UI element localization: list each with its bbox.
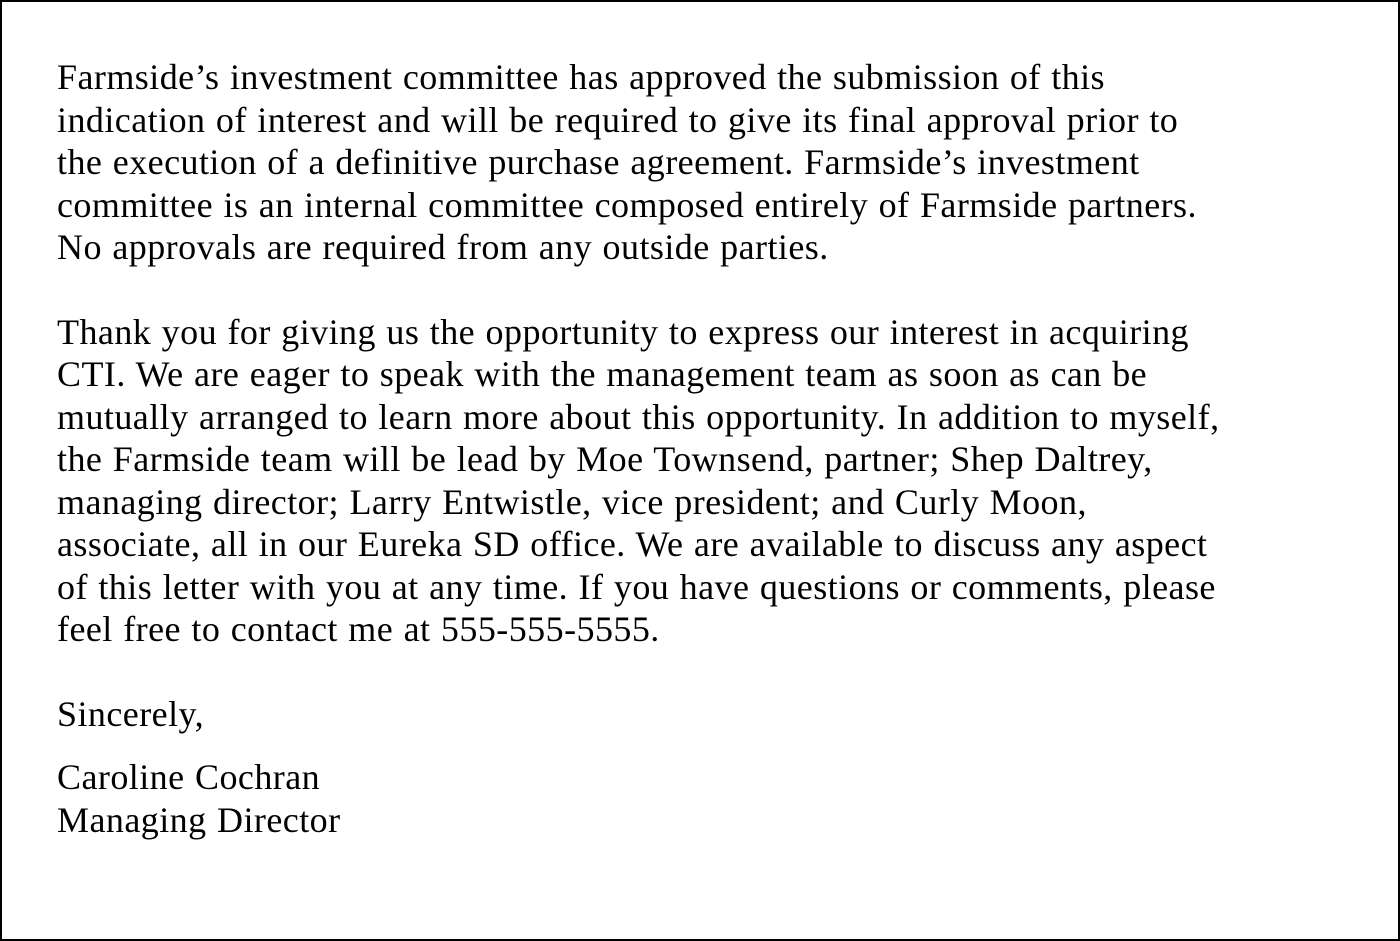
signer-name: Caroline Cochran [57,757,321,797]
paragraph-thank-you: Thank you for giving us the opportunity to express our interest in acquiring CTI. We are eager to speak with the management team as soon as can be mutually arranged to learn more about this opportunity. In addition to myself, the Farmside team will be lead by Moe Townsend, partner; Shep Daltrey, managing director; Larry Entwistle, vice president; and Curly Moon, associate, all in our Eureka SD office. We are available to discuss any aspect of this letter with you at any time. If you have questions or comments, please feel free to contact me at 555-555-5555. [57,311,1220,649]
signature-block [57,756,1378,841]
paragraph-approval: Farmside’s investment committee has approved the submission of this indication of interest and will be required to give its final approval prior to the execution of a definitive purchase agreement. Farmside’s investment committee is an internal committee composed entirely of Farmside partners. No approvals are required from any outside parties. [57,57,1197,267]
closing-salutation: Sincerely, [57,693,205,734]
signer-title: Managing Director [57,799,341,840]
